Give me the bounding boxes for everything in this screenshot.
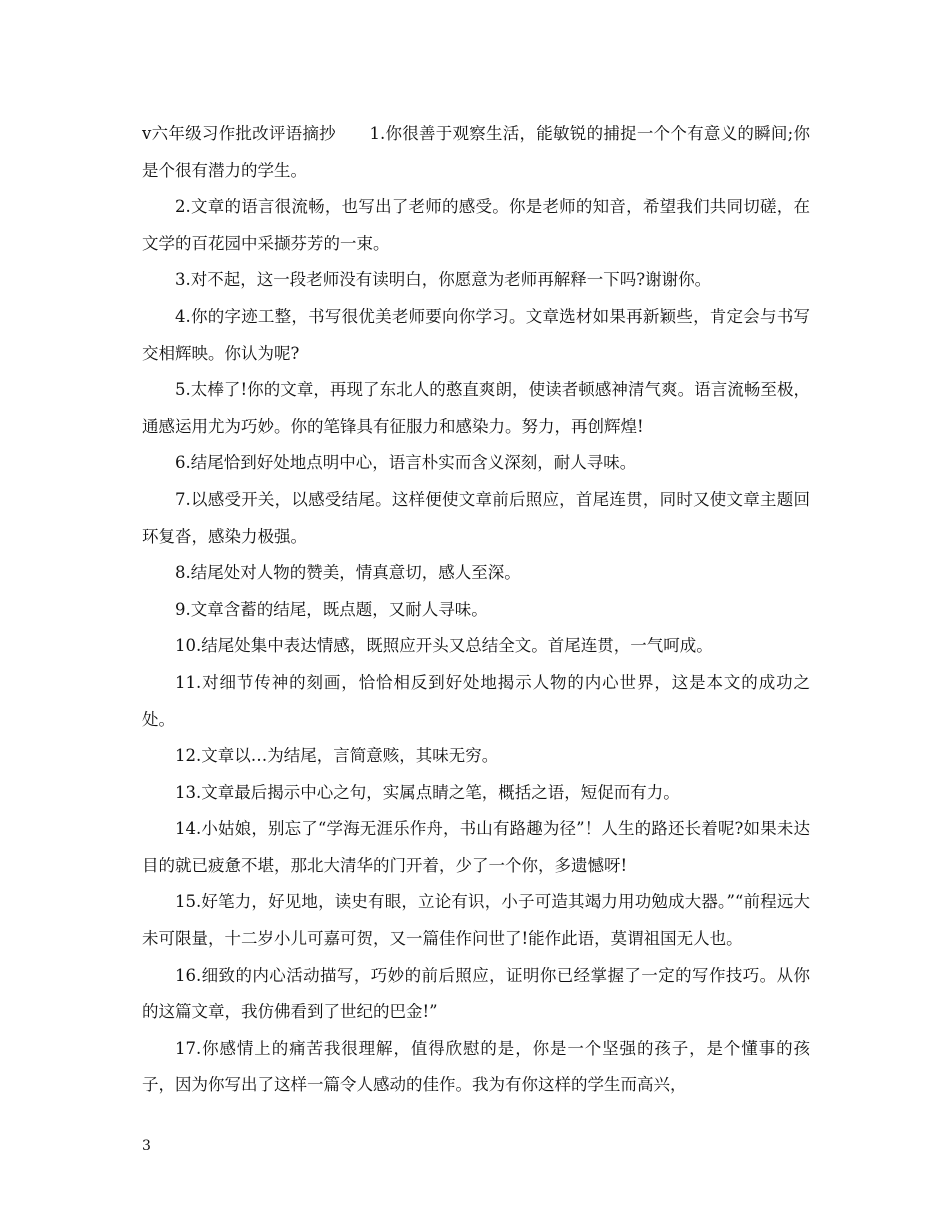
paragraph-16: 16.细致的内心活动描写，巧妙的前后照应，证明你已经掌握了一定的写作技巧。从你的这篇文章，我仿佛看到了世纪的巴金!” (142, 965, 810, 1022)
paragraph-7: 7.以感受开关，以感受结尾。这样便使文章前后照应，首尾连贯，同时又使文章主题回环复沓，感染力极强。 (142, 489, 810, 546)
paragraph-8: 8.结尾处对人物的赞美，情真意切，感人至深。 (175, 563, 521, 583)
paragraph-17: 17.你感情上的痛苦我很理解，值得欣慰的是，你是一个坚强的孩子，是个懂事的孩子，因为你写出了这样一篇令人感动的佳作。我为有你这样的学生而高兴， (142, 1038, 810, 1095)
paragraph-15: 15.好笔力，好见地，读史有眼，立论有识，小子可造其竭力用功勉成大器。”“前程远大未可限量，十二岁小儿可嘉可贺，又一篇佳作问世了!能作此语，莫谓祖国无人也。 (142, 892, 810, 949)
document-body (142, 116, 810, 1104)
paragraph-13: 13.文章最后揭示中心之句，实属点睛之笔，概括之语，短促而有力。 (175, 782, 680, 802)
paragraph-3: 3.对不起，这一段老师没有读明白，你愿意为老师再解释一下吗?谢谢你。 (175, 270, 712, 290)
paragraph-12: 12.文章以…为结尾，言简意赅，其味无穷。 (175, 746, 499, 766)
paragraph-9: 9.文章含蓄的结尾，既点题，又耐人寻味。 (175, 599, 488, 619)
paragraph-11: 11.对细节传神的刻画，恰恰相反到好处地揭示人物的内心世界，这是本文的成功之处。 (142, 672, 810, 729)
paragraph-6: 6.结尾恰到好处地点明中心，语言朴实而含义深刻，耐人寻味。 (175, 453, 637, 473)
paragraph-5: 5.太棒了!你的文章，再现了东北人的憨直爽朗，使读者顿感神清气爽。语言流畅至极，通感运用尤为巧妙。你的笔锋具有征服力和感染力。努力，再创辉煌! (142, 380, 810, 436)
paragraph-1: v六年级习作批改评语摘抄 1.你很善于观察生活，能敏锐的捕捉一个个有意义的瞬间;你是个很有潜力的学生。 (142, 124, 810, 180)
paragraph-14: 14.小姑娘，别忘了“学海无涯乐作舟，书山有路趣为径”！人生的路还长着呢?如果未达目的就已疲惫不堪，那北大清华的门开着，少了一个你，多遗憾呀! (142, 819, 810, 875)
paragraph-2: 2.文章的语言很流畅，也写出了老师的感受。你是老师的知音，希望我们共同切磋，在文学的百花园中采撷芬芳的一束。 (142, 197, 810, 253)
page-number: 3 (142, 1138, 151, 1154)
paragraph-4: 4.你的字迹工整，书写很优美老师要向你学习。文章选材如果再新颖些，肯定会与书写交相辉映。你认为呢? (142, 306, 810, 363)
paragraph-10: 10.结尾处集中表达情感，既照应开头又总结全文。首尾连贯，一气呵成。 (175, 636, 713, 656)
